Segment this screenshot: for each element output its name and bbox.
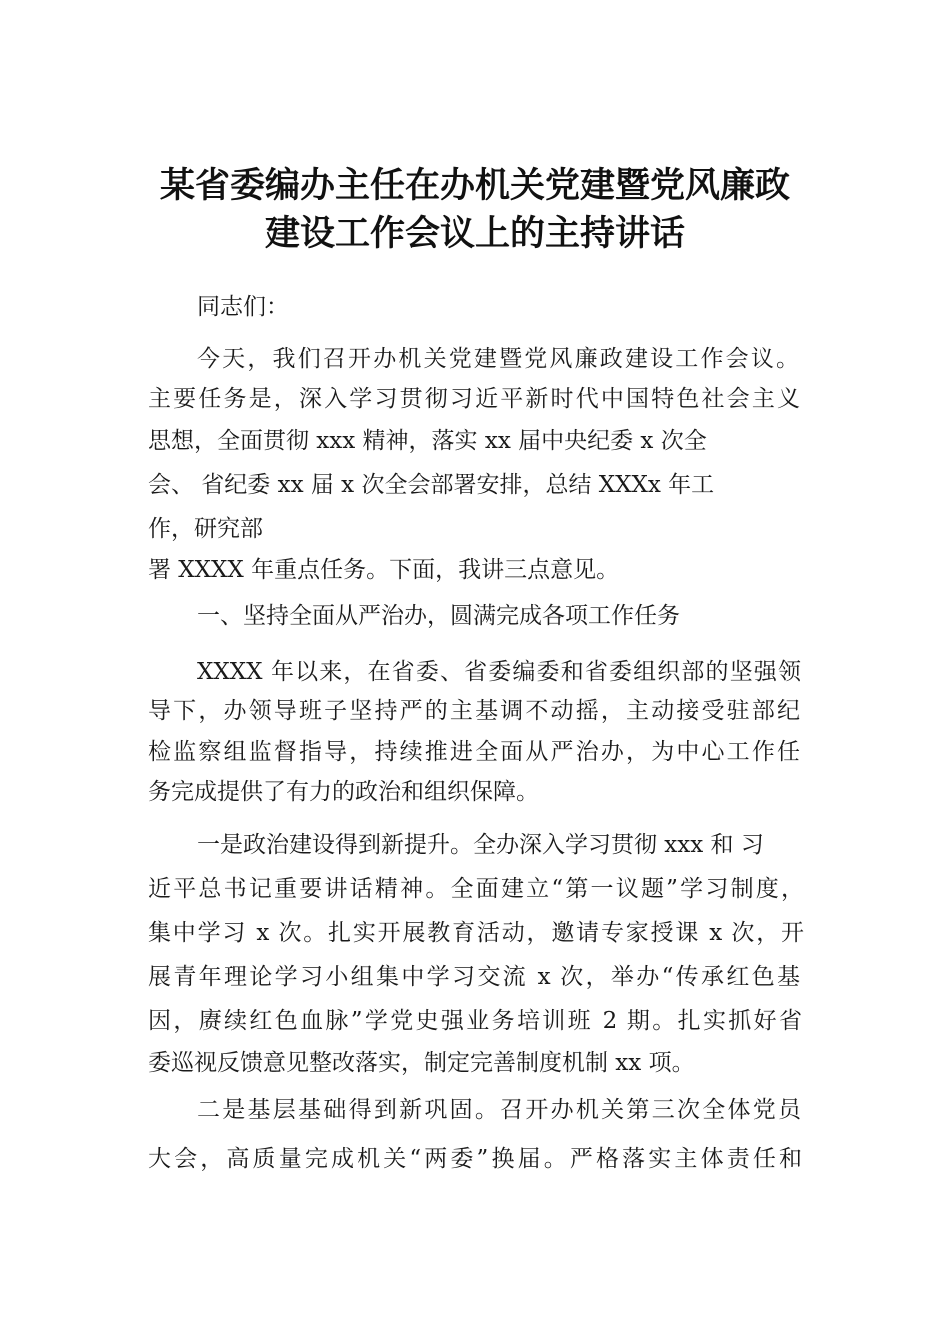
paragraph-line: 署 XXXX 年重点任务。下面，我讲三点意见。 <box>148 557 620 583</box>
paragraph-line: 会、 省纪委 xx 届 x 次全会部署安排，总结 XXXx 年工 <box>148 472 715 498</box>
document-title-line-2: 建设工作会议上的主持讲话 <box>264 214 685 254</box>
paragraph-line: XXXX 年以来，在省委、省委编委和省委组织部的坚强领 <box>197 659 801 685</box>
paragraph-line: 展青年理论学习小组集中学习交流 x 次，举办“传承红色基 <box>148 964 800 990</box>
paragraph-line: 务完成提供了有力的政治和组织保障。 <box>148 779 539 805</box>
paragraph-line: 导下，办领导班子坚持严的主基调不动摇，主动接受驻部纪 <box>148 698 800 724</box>
paragraph-line: 今天，我们召开办机关党建暨党风廉政建设工作会议。 <box>197 346 799 372</box>
salutation: 同志们： <box>197 294 289 320</box>
paragraph-line: 大会，高质量完成机关“两委”换届。严格落实主体责任和 <box>148 1146 802 1172</box>
paragraph-line: 近平总书记重要讲话精神。全面建立“第一议题”学习制度， <box>148 876 804 902</box>
paragraph-line: 集中学习 x 次。扎实开展教育活动，邀请专家授课 x 次，开 <box>148 920 804 946</box>
paragraph-line: 一是政治建设得到新提升。全办深入学习贯彻 xxx 和 习 <box>197 832 764 858</box>
document-title-line-1: 某省委编办主任在办机关党建暨党风廉政 <box>159 166 790 206</box>
paragraph-line: 主要任务是，深入学习贯彻习近平新时代中国特色社会主义 <box>148 386 800 412</box>
paragraph-line: 二是基层基础得到新巩固。召开办机关第三次全体党员 <box>197 1097 801 1123</box>
paragraph-line: 检监察组监督指导，持续推进全面从严治办，为中心工作任 <box>148 739 800 765</box>
paragraph-line: 委巡视反馈意见整改落实，制定完善制度机制 xx 项。 <box>148 1050 695 1076</box>
paragraph-line: 思想，全面贯彻 xxx 精神，落实 xx 届中央纪委 x 次全 <box>148 428 707 454</box>
section-heading: 一、坚持全面从严治办，圆满完成各项工作任务 <box>197 603 680 629</box>
paragraph-line: 因，赓续红色血脉”学党史强业务培训班 2 期。扎实抓好省 <box>148 1008 802 1034</box>
paragraph-line: 作，研究部 <box>148 516 263 542</box>
